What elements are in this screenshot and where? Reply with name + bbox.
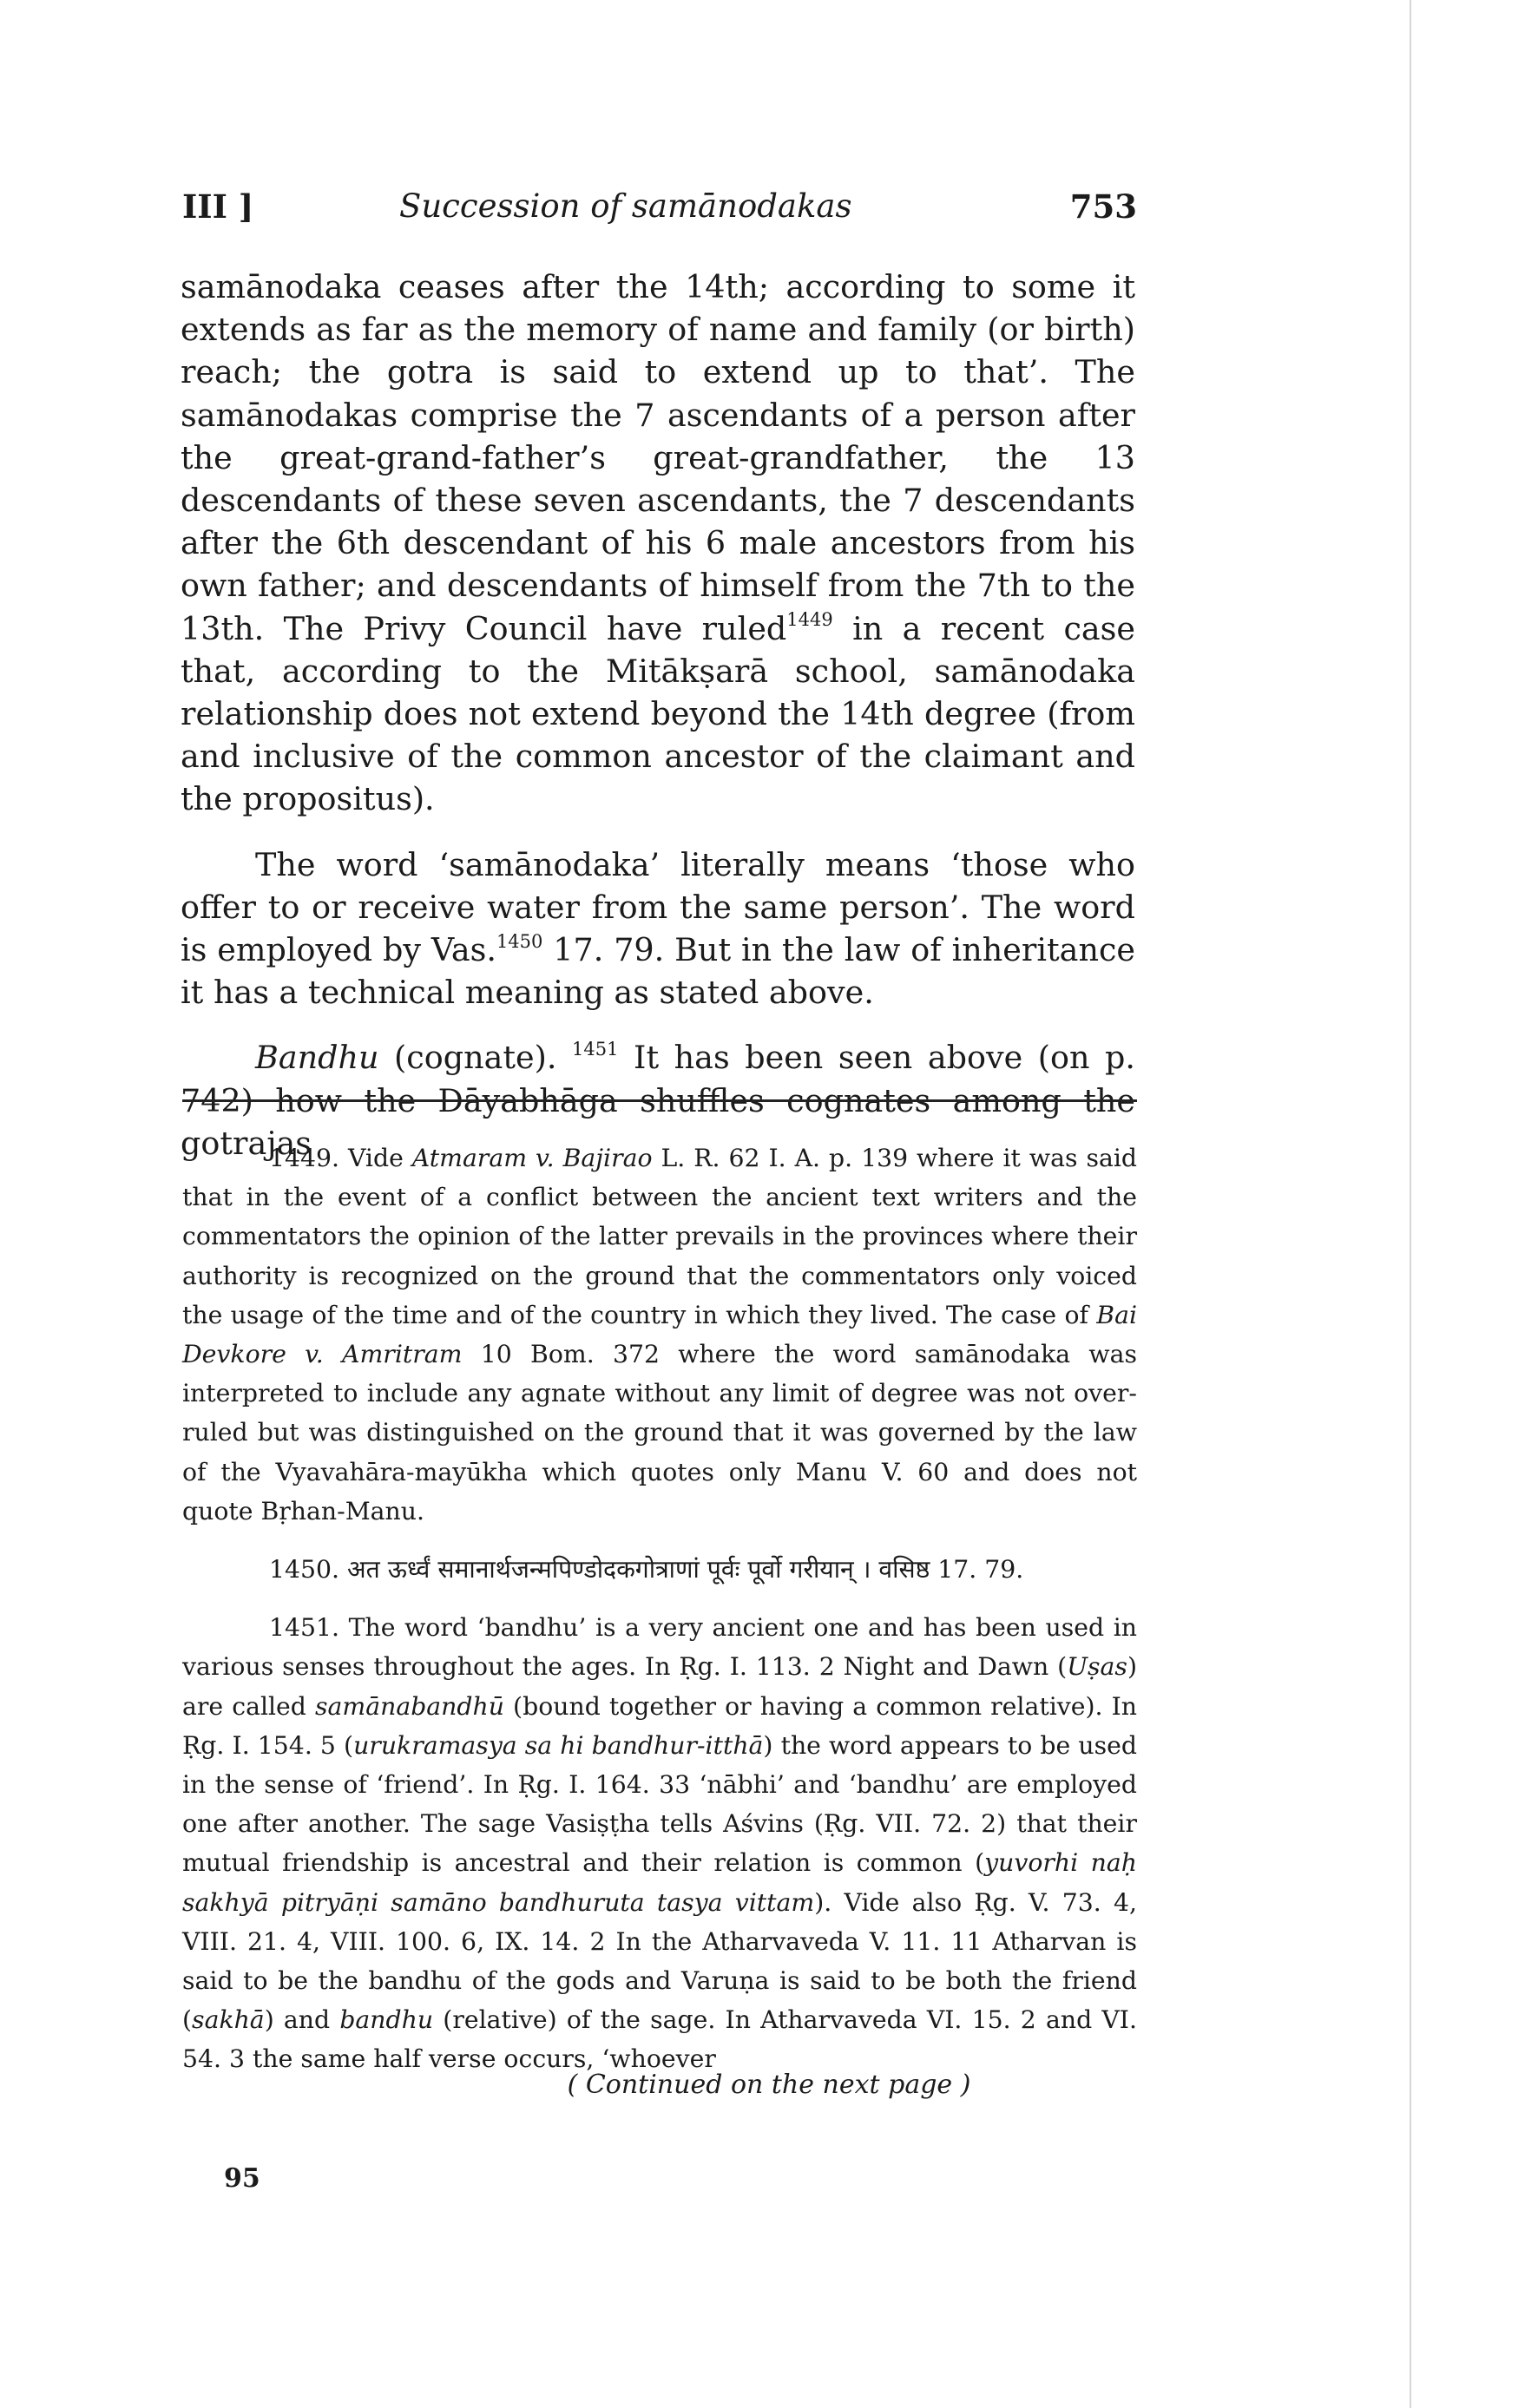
page-number: 753 bbox=[1069, 187, 1137, 226]
footnote-1450: 1450. अत ऊर्ध्वं समानार्थजन्मपिण्डोदकगोत्राणां पूर्वः पूर्वो गरीयान् । वसिष्ठ 17. 79. bbox=[269, 1555, 1024, 1585]
page-header bbox=[182, 187, 1137, 239]
footnote-1451: 1451. The word ‘bandhu’ is a very ancient one and has been used in various senses throughout the ages. In Ṛg. I. 113. 2 Night and Dawn (Uṣas) are called samānabandhū (bound together or having a common relative). In Ṛg. I. 154. 5 (urukramasya sa hi bandhur-itthā) the word appears to be used in the sense of ‘friend’. In Ṛg. I. 164. 33 ‘nābhi’ and ‘bandhu’ are employed one after another. The sage Vasiṣṭha tells Aśvins (Ṛg. VII. 72. 2) that their mutual friendship is ancestral and their relation is common (yuvorhi naḥ sakhyā pitryāṇi samāno bandhuruta tasya vittam). Vide also Ṛg. V. 73. 4, VIII. 21. 4, VIII. 100. 6, IX. 14. 2 In the Atharvaveda V. 11. 11 Atharvan is said to be the bandhu of the gods and Varuṇa is said to be both the friend (sakhā) and bandhu (relative) of the sage. In Atharvaveda VI. 15. 2 and VI. 54. 3 the same half verse occurs, ‘whoever bbox=[182, 1613, 1138, 2074]
paragraph-word-meaning: The word ‘samānodaka’ literally means ‘those who offer to or receive water from the same person’. The word is employed by Vas.$^{1450}$ 17. 79. But in the law of inheritance it has a technical meaning as stated above. bbox=[181, 845, 1135, 1012]
running-title: Succession of samānodakas bbox=[399, 187, 852, 225]
footnote-divider bbox=[182, 1099, 1137, 1102]
continued-note: ( Continued on the next page ) bbox=[567, 2070, 971, 2100]
chapter-marker: III ] bbox=[182, 187, 254, 226]
paragraph-bandhu: Bandhu (cognate). $^{1451}$ It has been seen above (on p. 742) how the Dāyabhāga shuffles cognates among the gotrajas bbox=[181, 1039, 1135, 1162]
paragraph-samanodaka-extent: samānodaka ceases after the 14th; according to some it extends as far as the memory of name and family (or birth) reach; the gotra is said to extend up to that’. The samānodakas comprise the 7 ascendants of a person after the great-grand-father’s great-grandfather, the 13 descendants of these seven ascendants, the 7 descendants after the 6th descendant of his 6 male ancestors from his own father; and descendants of himself from the 7th to the 13th. The Privy Council have ruled$^{1449}$ in a recent case that, according to the Mitākṣarā school, samānodaka relationship does not extend beyond the 14th degree (from and inclusive of the common ancestor of the claimant and the propositus). bbox=[181, 268, 1135, 818]
folio-number: 95 bbox=[224, 2163, 260, 2194]
footnote-ref-1450: 1450 bbox=[496, 930, 543, 952]
main-text bbox=[181, 266, 1135, 1165]
footnotes bbox=[182, 1138, 1137, 2079]
page-edge-line bbox=[1410, 0, 1411, 2408]
footnote-ref-1451: 1451 bbox=[572, 1039, 619, 1060]
footnote-ref-1449: 1449 bbox=[786, 609, 833, 631]
footnote-1449: 1449. Vide Atmaram v. Bajirao L. R. 62 I. A. p. 139 where it was said that in the event of a conflict between the ancient text writers and the commentators the opinion of the latter prevails in the provinces where their authority is recognized on the ground that the commentators only voiced the usage of the time and of the country in which they lived. The case of Bai Devkore v. Amritram 10 Bom. 372 where the word samānodaka was interpreted to include any agnate without any limit of degree was not over-ruled but was distinguished on the ground that it was governed by the law of the Vyavahāra-mayūkha which quotes only Manu V. 60 and does not quote Bṛhan-Manu. bbox=[182, 1144, 1137, 1526]
